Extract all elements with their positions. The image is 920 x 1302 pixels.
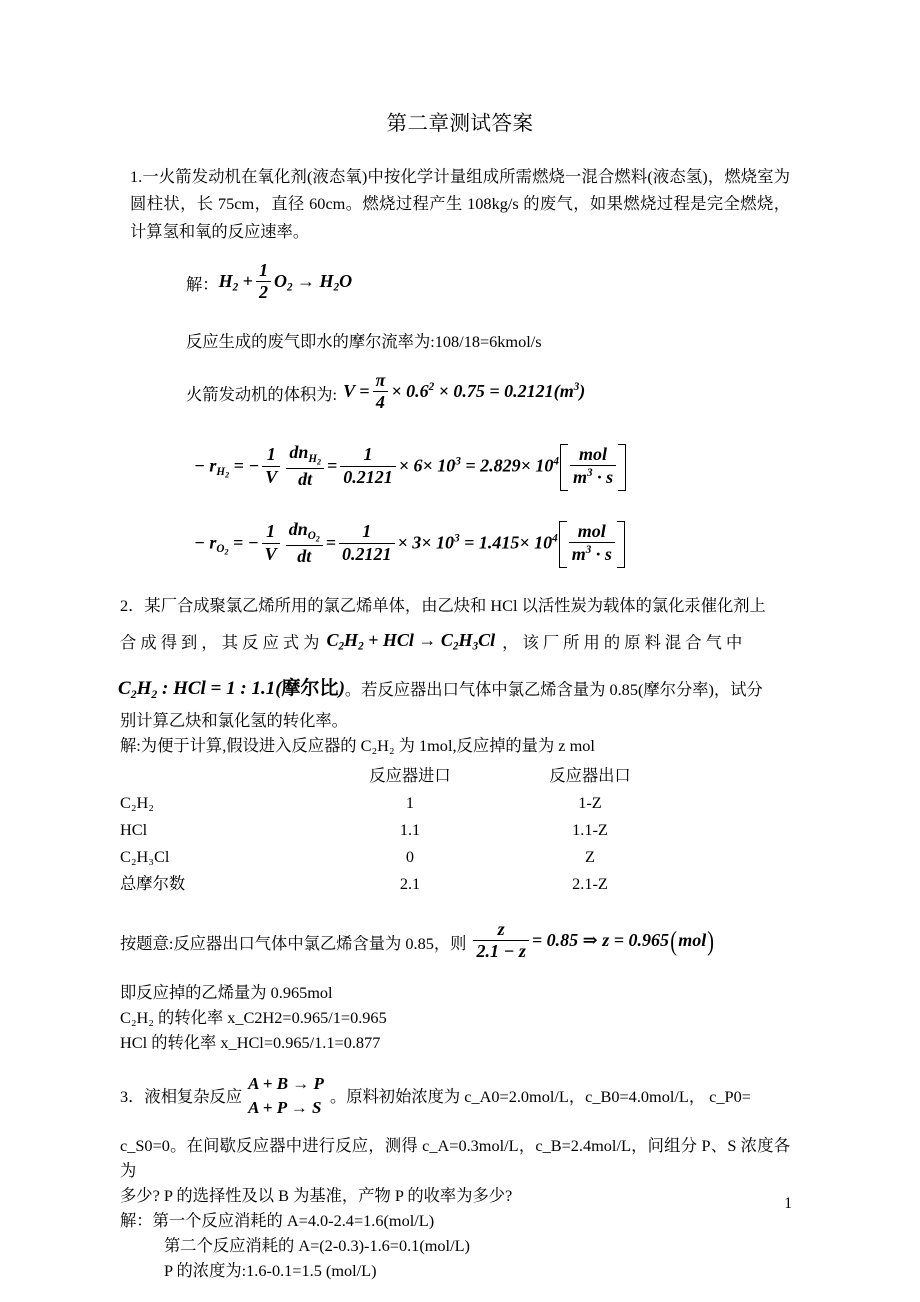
problem2-result-line2: C₂H₂ 的转化率 x_C2H2=0.965/1=0.965 <box>120 1008 387 1028</box>
problem2-statement-line2-pre: 合 成 得 到 ， 其 反 应 式 为 <box>120 633 320 653</box>
problem2-molar-ratio: $C_2H_2$ : HCl = 1 : 1.1(摩尔比) <box>118 678 345 702</box>
problem2-result-line3: HCl 的转化率 x_HCl=0.965/1.1=0.877 <box>120 1033 381 1053</box>
table-header-row <box>120 762 680 789</box>
problem1-solution-label: 解： <box>186 275 219 295</box>
table-row <box>120 870 680 897</box>
table-cell-inlet: 0 <box>405 846 415 866</box>
problem1-statement: 1.一火箭发动机在氧化剂(液态氧)中按化学计量组成所需燃烧一混合燃料(液态氢)，燃烧室为圆柱状，长 75cm，直径 60cm。燃烧过程产生 108kg/s 的废气，如果燃烧过程是完全燃烧，计算氢和氧的反应速率。 <box>130 166 790 241</box>
problem1-reaction-row <box>186 259 790 304</box>
problem2-balance-table <box>120 762 680 897</box>
problem3-statement-line3: 多少? P 的选择性及以 B 为基准，产物 P 的收率为多少? <box>120 1186 513 1206</box>
page-title: 第二章测试答案 <box>386 113 534 135</box>
table-cell-outlet: Z <box>585 846 595 866</box>
problem3-statement-after-scheme: 。原料初始浓度为 c_A0=2.0mol/L，c_B0=4.0mol/L， c_P0= <box>329 1086 751 1106</box>
problem1-volume-label: 火箭发动机的体积为: <box>186 385 338 405</box>
problem3-statement-line2: c_S0=0。在间歇反应器中进行反应，测得 c_A=0.3mol/L，c_B=2.4mol/L，问组分 P、S 浓度各为 <box>120 1136 790 1181</box>
problem3-label: 3．液相复杂反应 <box>120 1086 243 1106</box>
table-row-label: C₂H₃Cl <box>120 846 170 866</box>
problem1-reaction-equation: $H_2$ + $\frac{1}{2}$ $O_2 \to H_2O$ <box>218 259 353 303</box>
problem3-reaction-scheme <box>248 1072 324 1121</box>
problem2-statement-line2 <box>120 629 790 653</box>
problem2-solution-assumption: 解:为便于计算,假设进入反应器的 C₂H₂ 为 1mol,反应掉的量为 z mol <box>120 736 595 756</box>
table-cell-inlet: 1.1 <box>399 819 421 839</box>
table-row-label: C₂H₂ <box>120 792 154 812</box>
problem1-rate-o2-equation: − $r_{O_2}$ = − $\frac{1}{V}$ $\frac{dn_{O_2}}{dt}$ = $\frac{1}{0.2121}$ × $3\times 10^3 = 1.415\times 10^4$ $\frac{\text{mol}}{m^3 \cdot s}$ <box>194 521 790 568</box>
table-row-label: HCl <box>120 819 148 839</box>
problem1-volume-row <box>186 372 790 414</box>
table-cell-inlet: 2.1 <box>399 873 421 893</box>
problem3-scheme-line2: A + P → S <box>248 1098 322 1118</box>
table-row <box>120 816 680 843</box>
problem1-molar-flow: 反应生成的废气即水的摩尔流率为:108/18=6kmol/s <box>186 331 542 351</box>
problem3-scheme-line1: A + B → P <box>248 1073 324 1093</box>
page-number: 1 <box>784 1195 792 1212</box>
problem2-result-line1: 即反应掉的乙烯量为 0.965mol <box>120 983 333 1003</box>
problem3-solution-line3: P 的浓度为:1.6-0.1=1.5 (mol/L) <box>164 1261 377 1281</box>
document-body <box>118 112 790 1283</box>
problem2-z-equation: $\frac{z}{2.1 - z}$ = 0.85 ⇒ z = 0.965(mol) <box>470 921 715 963</box>
table-row <box>120 789 680 816</box>
table-header-outlet: 反应器出口 <box>549 765 631 785</box>
problem2-reaction-equation: $C_2H_2$ + HCl → $C_2H_3Cl$ <box>326 630 496 653</box>
problem2-z-equation-row <box>120 918 790 963</box>
table-header-inlet: 反应器进口 <box>369 765 451 785</box>
problem1-rate-h2-equation: − $r_{H_2}$ = − $\frac{1}{V}$ $\frac{dn_{H_2}}{dt}$ = $\frac{1}{0.2121}$ × $6\times 10^3 = 2.829\times 10^4$ $\frac{\text{mol}}{m^3 \cdot s}$ <box>194 444 790 491</box>
problem2-per-problem-text: 按题意:反应器出口气体中氯乙烯含量为 0.85，则 <box>120 934 467 954</box>
problem3-statement-line1 <box>120 1072 790 1121</box>
table-cell-outlet: 1-Z <box>578 792 602 812</box>
problem2-statement-line4: 别计算乙炔和氯化氢的转化率。 <box>120 711 348 731</box>
table-cell-inlet: 1 <box>405 792 415 812</box>
problem1-volume-equation: V = $\frac{\pi}{4}$ × $0.6^2 \times 0.75 = 0.2121(m^3)$ <box>343 370 586 413</box>
table-cell-outlet: 1.1-Z <box>572 819 608 839</box>
problem3-solution-line1: 解：第一个反应消耗的 A=4.0-2.4=1.6(mol/L) <box>120 1211 435 1231</box>
problem3-solution-line2: 第二个反应消耗的 A=(2-0.3)-1.6=0.1(mol/L) <box>164 1236 470 1256</box>
problem2-statement-line3: $C_2H_2$ : HCl = 1 : 1.1(摩尔比) 。若反应器出口气体中氯乙烯含量为 0.85(摩尔分率)，试分 <box>118 673 790 702</box>
table-row <box>120 843 680 870</box>
problem2-statement-line1: 2．某厂合成聚氯乙烯所用的氯乙烯单体，由乙炔和 HCl 以活性炭为载体的氯化汞催化剂上 <box>120 595 766 615</box>
problem2-statement-line2-post: ， 该 厂 所 用 的 原 料 混 合 气 中 <box>502 633 743 653</box>
table-row-label: 总摩尔数 <box>120 873 186 893</box>
table-cell-outlet: 2.1-Z <box>572 873 608 893</box>
